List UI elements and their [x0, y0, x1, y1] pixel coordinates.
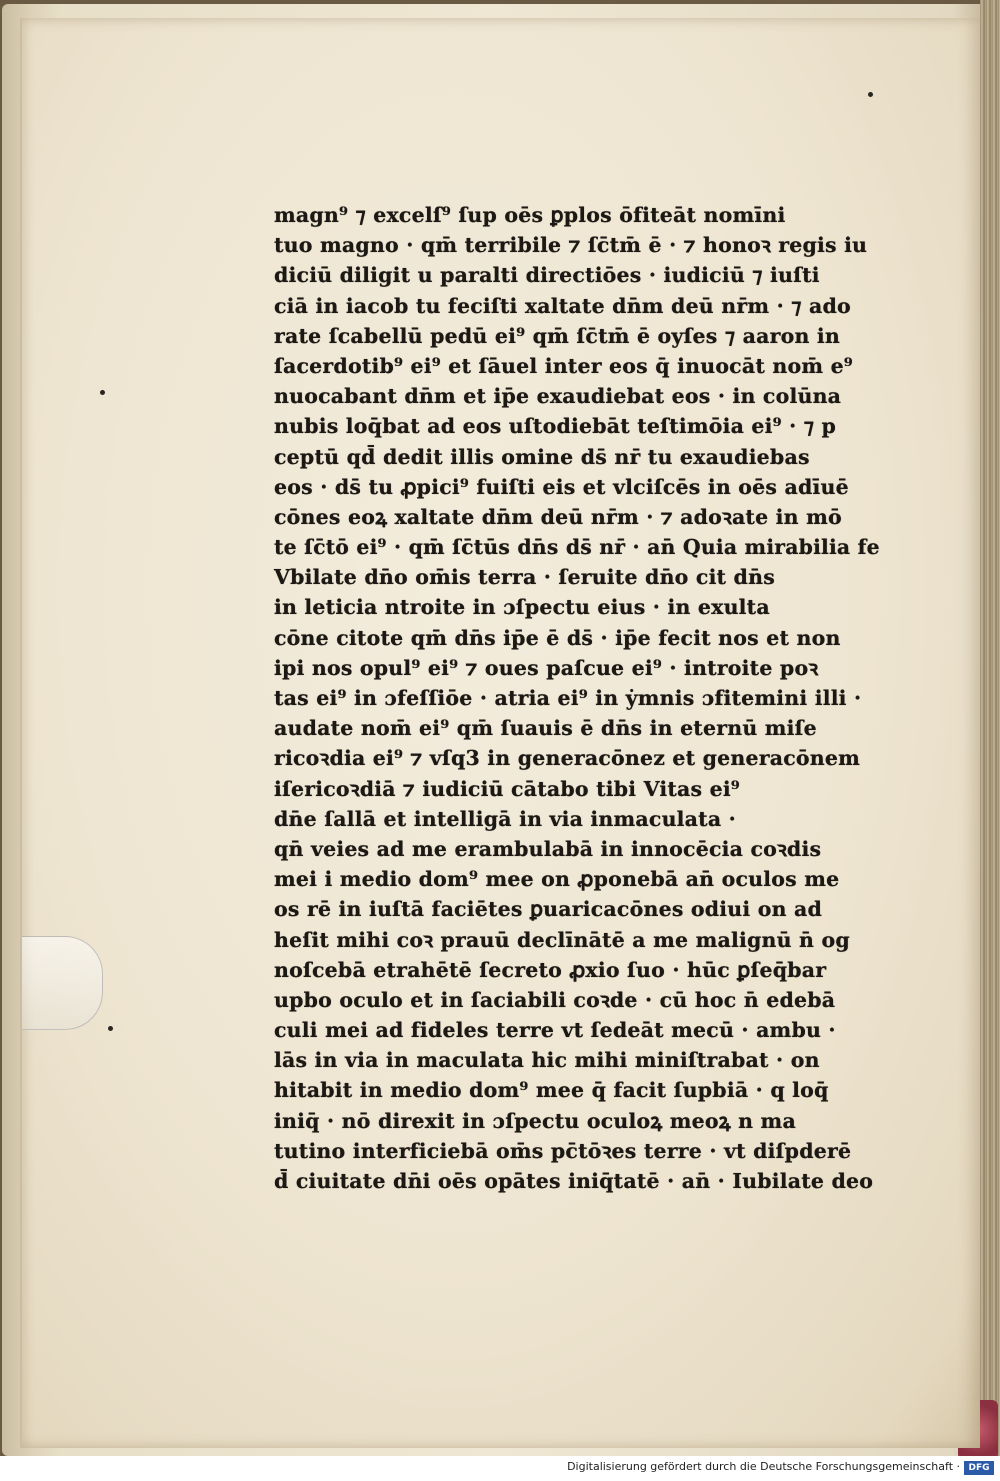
- book-page: [20, 18, 980, 1448]
- text-line: Vbilate dn̄o om̄is terra · ſeruite dn̄o cit dn̄s: [274, 565, 775, 590]
- text-line: ricoꝛdia ei⁹ ⁊ vſq3 in generacōnez et generacōnem: [274, 746, 861, 771]
- ink-mark: [100, 390, 105, 395]
- text-line: heſit mihi coꝛ prauū declīnātē a me malignū n̄ og: [274, 927, 850, 952]
- text-line: d̄ ciuitate dn̄i oēs opātes iniq̄tatē · an̄ · Iubilate deo: [274, 1169, 874, 1193]
- book-right-edge: [980, 0, 1000, 1481]
- funding-credit: Digitalisierung gefördert durch die Deutsche Forschungsgemeinschaft ·: [567, 1460, 960, 1473]
- ink-mark: [868, 92, 873, 97]
- text-line: cōne citote qm̄ dn̄s ip̄e ē ds̄ · ip̄e fecit nos et non: [274, 625, 841, 650]
- text-line: rate ſcabellū pedū ei⁹ qm̄ ſc̄tm̄ ē oyſes ⁊ aaron in: [274, 323, 840, 348]
- text-line: hitabit in medio dom⁹ mee q̄ facit ſupbiā · q loq̄: [274, 1078, 829, 1103]
- text-line: tas ei⁹ in ɔfeſſiōe · atria ei⁹ in ẏmnis ɔfitemini illi ·: [274, 686, 862, 710]
- text-line: dn̄e ſallā et intelligā in via inmaculata ·: [274, 806, 736, 831]
- dfg-logo: DFG: [964, 1461, 994, 1475]
- text-line: upbo oculo et in ſaciabili coꝛde · cū hoc n̄ edebā: [274, 987, 836, 1012]
- text-line: tuo magno · qm̄ terribile ⁊ ſc̄tm̄ ē · ⁊ honoꝛ regis iu: [274, 233, 868, 258]
- text-line: nuocabant dn̄m et ip̄e exaudiebat eos · in colūna: [274, 384, 842, 409]
- text-line: ipi nos opul⁹ ei⁹ ⁊ oues paſcue ei⁹ · introite poꝛ: [274, 655, 819, 680]
- text-line: audate nom̄ ei⁹ qm̄ ſuauis ē dn̄s in eternū miſe: [274, 716, 817, 741]
- text-line: lās in via in maculata hic mihi miniſtrabat · on: [274, 1048, 820, 1073]
- ink-mark: [108, 1026, 113, 1031]
- text-line: noſcebā etrahētē ſecreto ꝓxio ſuo · hūc ꝑſeq̄bar: [274, 957, 827, 982]
- text-line: magn⁹ ⁊ excelſ⁹ ſup oēs ꝑplos ōfiteāt nomīni: [274, 203, 786, 227]
- page-clip: [22, 936, 103, 1030]
- footer-bar: [0, 1456, 1000, 1481]
- text-line: culi mei ad fideles terre vt ſedeāt mecū · ambu ·: [274, 1018, 836, 1043]
- text-line: tutino interficiebā om̄s pc̄tōꝛes terre · vt diſpderē: [274, 1138, 852, 1163]
- printed-text-block: [274, 200, 880, 1196]
- text-line: te ſc̄tō ei⁹ · qm̄ ſc̄tūs dn̄s ds̄ nr̄ · an̄ Quia mirabilia fe: [274, 535, 880, 560]
- text-line: eos · ds̄ tu ꝓpici⁹ fuiſti eis et vlciſcēs in oēs adīuē: [274, 474, 849, 499]
- text-line: ſacerdotib⁹ ei⁹ et ſāuel inter eos q̄ inuocāt nom̄ e⁹: [274, 353, 853, 378]
- text-line: iſericoꝛdiā ⁊ iudiciū cātabo tibi Vitas ei⁹: [274, 776, 740, 801]
- text-line: cōnes eoꝝ xaltate dn̄m deū nr̄m · ⁊ adoꝛate in mō: [274, 504, 842, 529]
- text-line: nubis loq̄bat ad eos uſtodiebāt teſtimōia ei⁹ · ⁊ p: [274, 414, 837, 439]
- text-line: iniq̄ · nō direxit in ɔſpectu oculoꝝ meoꝝ n ma: [274, 1108, 796, 1133]
- text-line: os rē in iuſtā faciētes ꝑuaricacōnes odiui on ad: [274, 897, 823, 922]
- text-line: mei i medio dom⁹ mee on ꝓponebā an̄ oculos me: [274, 867, 840, 892]
- text-line: ciā in iacob tu feciſti xaltate dn̄m deū nr̄m · ⁊ ado: [274, 293, 851, 318]
- text-line: in leticia ntroite in ɔſpectu eius · in exulta: [274, 595, 770, 620]
- text-line: ceptū qd̄ dedit illis omine ds̄ nr̄ tu exaudiebas: [274, 444, 810, 469]
- text-line: diciū diligit u paralti directiōes · iudiciū ⁊ iuſti: [274, 263, 820, 288]
- text-line: qn̄ veies ad me erambulabā in innocēcia coꝛdis: [274, 836, 822, 861]
